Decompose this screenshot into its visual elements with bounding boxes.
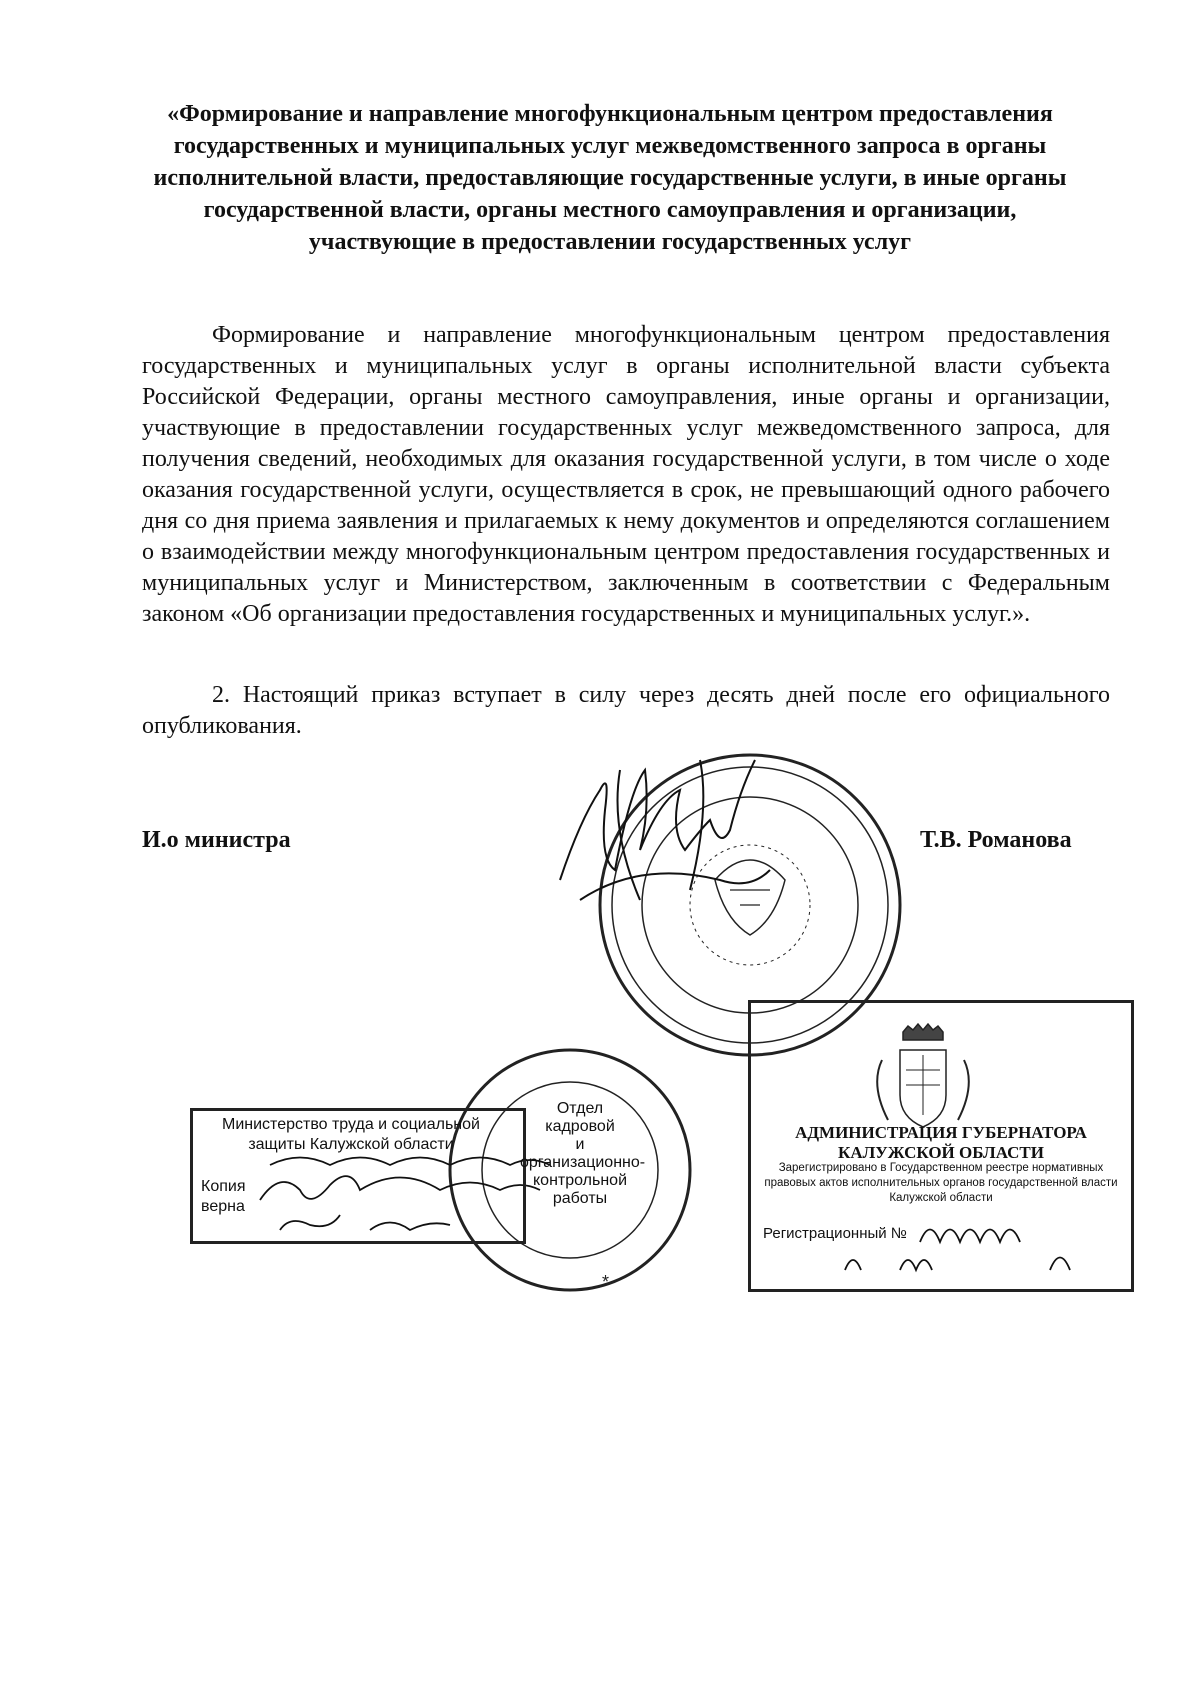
dept-line-2: кадровой xyxy=(545,1118,615,1135)
dept-line-3: и xyxy=(575,1136,585,1153)
registration-stamp-title: АДМИНИСТРАЦИЯ ГУБЕРНАТОРА КАЛУЖСКОЙ ОБЛАСТИ xyxy=(795,1123,1087,1162)
copy-label-line-2: верна xyxy=(201,1198,245,1215)
paragraph-2: 2. Настоящий приказ вступает в силу через десять дней после его официального опубликования. xyxy=(142,682,1110,739)
copy-label-line-1: Копия xyxy=(201,1178,246,1195)
dept-line-4: организационно- xyxy=(520,1154,646,1171)
department-seal-text xyxy=(520,1100,646,1208)
dept-line-5: контрольной xyxy=(532,1172,628,1189)
handwritten-signature xyxy=(560,760,770,900)
certified-copy-label xyxy=(201,1177,245,1217)
dept-line-1: Отдел xyxy=(556,1100,604,1117)
stamp-ministry-line-2: защиты Калужской области xyxy=(248,1136,454,1153)
signatory-position: И.о министра xyxy=(142,827,291,853)
registration-number-label: Регистрационный № xyxy=(763,1225,907,1242)
registration-stamp-text: Зарегистрировано в Государственном реестре нормативных правовых актов исполнительных органов государственной власти Калужской области xyxy=(764,1162,1118,1204)
svg-text:*: * xyxy=(602,1272,610,1292)
paragraph-1: Формирование и направление многофункциональным центром предоставления государственных и муниципальных услуг в органы исполнительной власти субъекта Российской Федерации, органы местного самоуправления, иные органы и организации, участвующие в предоставлении государственных услуг межведомственного запроса, для получения сведений, необходимых для оказания государственной услуги, в том числе о ходе оказания государственной услуги, осуществляется в срок, не превышающий одного рабочего дня со дня приема заявления и прилагаемых к нему документов и определяются соглашением о взаимодействии между многофункциональным центром предоставления государственных и муниципальных услуг и Министерством, заключенным в соответствии с Федеральным законом «Об организации предоставления государственных и муниципальных услуг.». xyxy=(142,322,1110,627)
stamp-ministry-line-1: Министерство труда и социальной xyxy=(222,1116,480,1133)
dept-line-6: работы xyxy=(552,1190,608,1207)
certified-copy-stamp-title xyxy=(201,1115,501,1155)
registration-stamp xyxy=(748,1000,1134,1292)
certified-copy-stamp xyxy=(190,1108,526,1244)
signatory-name: Т.В. Романова xyxy=(920,827,1072,853)
document-heading: «Формирование и направление многофункциональным центром предоставления государственных и муниципальных услуг межведомственного запроса в органы исполнительной власти, предоставляющие государственные услуги, в иные органы государственной власти, органы местного самоуправления и организации, участвующие в предоставлении государственных услуг xyxy=(153,101,1067,255)
